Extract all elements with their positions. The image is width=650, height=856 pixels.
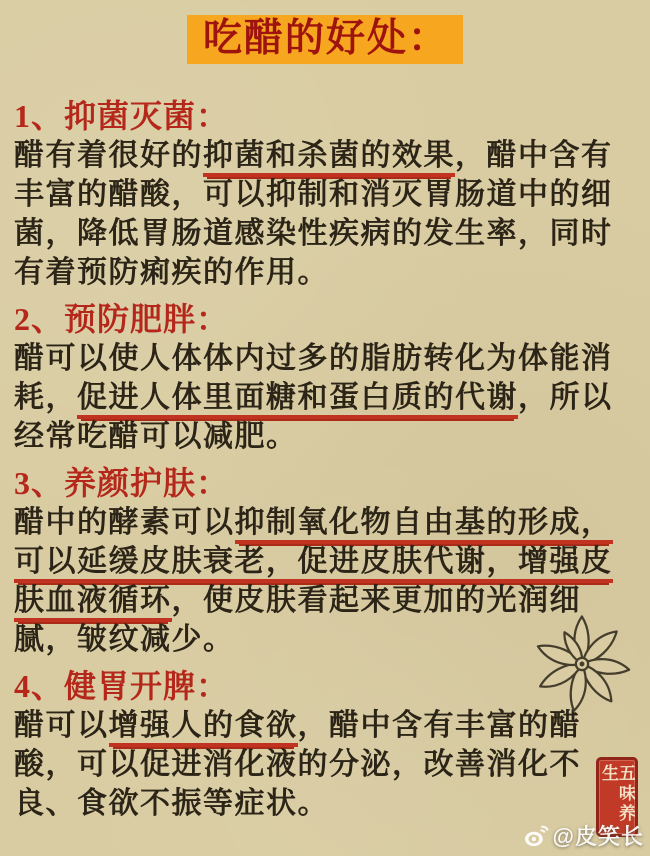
- text-segment: 醋可以使人体体内过多的脂肪转化为体能消: [14, 342, 613, 375]
- text-line: [14, 214, 638, 253]
- section-heading: 2、预防肥胖：: [14, 301, 230, 337]
- text-line: [14, 136, 638, 175]
- underlined-text: 抑制氧化物自由基的形成，: [235, 506, 613, 544]
- text-segment: 耗，: [14, 381, 77, 414]
- weibo-eye-icon: [523, 825, 549, 847]
- watermark-label: @皮笑长: [552, 824, 644, 849]
- underlined-text: 增强人的食欲: [109, 709, 298, 747]
- underlined-text: 抑菌和杀菌的效果: [203, 139, 455, 177]
- text-segment: ，使皮肤看起来更加的光润细: [171, 584, 581, 617]
- text-segment: 腻，皱纹减少。: [14, 623, 235, 656]
- section-1: [14, 96, 638, 292]
- underlined-text: 可以延缓皮肤衰老，促进皮肤代谢，增强皮: [14, 545, 613, 583]
- text-segment: ，醋中含有: [455, 139, 613, 172]
- text-segment: 醋有着很好的: [14, 139, 203, 172]
- watermark: [523, 820, 644, 851]
- text-line: [14, 339, 638, 378]
- text-line: [14, 253, 638, 292]
- underlined-text: 肤血液循环: [14, 584, 172, 622]
- text-line: [14, 417, 638, 456]
- seal-text: 五味养生: [599, 764, 635, 824]
- text-line: [14, 175, 638, 214]
- section-heading: 4、健胃开脾：: [14, 668, 230, 704]
- star-anise-illustration: [522, 608, 642, 720]
- underlined-text: 促进人体里面糖和蛋白质的代谢: [77, 381, 518, 419]
- page-title: 吃醋的好处：: [187, 15, 463, 64]
- title-area: [0, 0, 650, 64]
- text-segment: 经常吃醋可以减肥。: [14, 420, 298, 453]
- text-line: [14, 745, 638, 784]
- text-segment: 醋可以: [14, 709, 109, 742]
- text-segment: 菌，降低胃肠道感染性疾病的发生率，同时: [14, 217, 613, 250]
- text-line: [14, 503, 638, 542]
- text-segment: ，所以: [518, 381, 613, 414]
- section-heading: 3、养颜护肤：: [14, 465, 230, 501]
- section-2: [14, 299, 638, 456]
- text-line: [14, 542, 638, 581]
- text-segment: 良、食欲不振等症状。: [14, 787, 329, 820]
- text-line: [14, 784, 638, 823]
- text-segment: ，醋中含有丰富的醋: [297, 709, 581, 742]
- text-segment: 丰富的醋酸，可以抑制和消灭胃肠道中的细: [14, 178, 613, 211]
- text-segment: 酸，可以促进消化液的分泌，改善消化不: [14, 748, 581, 781]
- section-heading: 1、抑菌灭菌：: [14, 98, 230, 134]
- text-segment: 有着预防痢疾的作用。: [14, 256, 329, 289]
- text-segment: 醋中的酵素可以: [14, 506, 235, 539]
- text-line: [14, 378, 638, 417]
